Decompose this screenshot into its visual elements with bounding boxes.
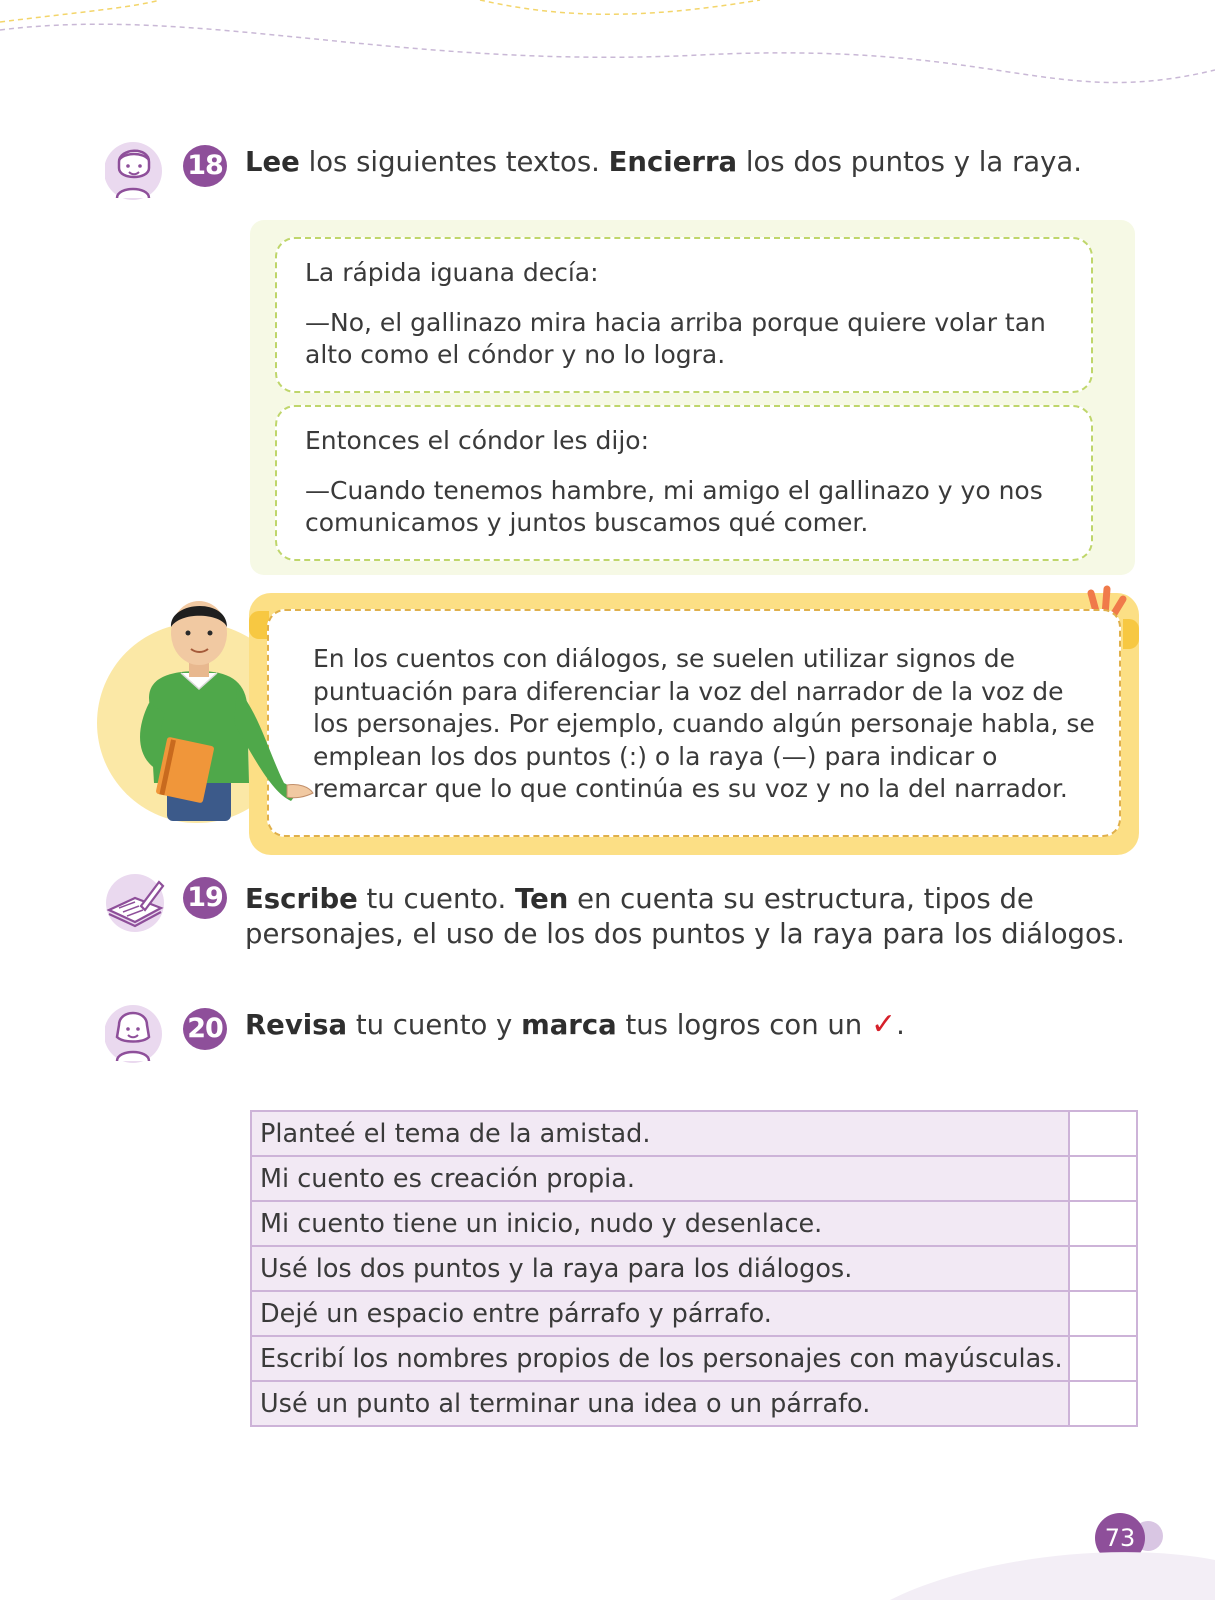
- checklist-checkbox[interactable]: [1069, 1381, 1137, 1426]
- checklist-checkbox[interactable]: [1069, 1291, 1137, 1336]
- text-box-2: [275, 405, 1093, 561]
- instruction-text: los siguientes textos.: [299, 146, 609, 178]
- reading-student-icon: [105, 140, 165, 202]
- instruction-verb: Encierra: [608, 146, 738, 178]
- info-note-panel: [249, 593, 1139, 855]
- checklist-item-label: Usé los dos puntos y la raya para los diálogos.: [251, 1246, 1069, 1291]
- activity-number-badge: 20: [183, 1008, 227, 1050]
- checklist-item-label: Mi cuento tiene un inicio, nudo y desenlace.: [251, 1201, 1069, 1246]
- instruction-verb: Ten: [514, 883, 569, 915]
- reviewing-student-icon: [105, 1003, 165, 1065]
- checklist-item-label: Mi cuento es creación propia.: [251, 1156, 1069, 1201]
- instruction-text: los dos puntos y la raya.: [737, 146, 1082, 178]
- table-row: [251, 1156, 1137, 1201]
- info-note-text: En los cuentos con diálogos, se suelen utilizar signos de puntuación para diferenciar la voz del narrador de la voz de los personajes. Por ejemplo, cuando algún personaje habla, se emplean los dos puntos (:) o la raya (—) para indicar o remarcar que lo que continúa es su voz y no la del narrador.: [267, 609, 1121, 837]
- table-row: [251, 1246, 1137, 1291]
- checklist-item-label: Usé un punto al terminar una idea o un párrafo.: [251, 1381, 1069, 1426]
- table-row: [251, 1336, 1137, 1381]
- table-row: [251, 1201, 1137, 1246]
- activity-number-badge: 18: [183, 145, 227, 187]
- checklist-item-label: Planteé el tema de la amistad.: [251, 1111, 1069, 1156]
- table-row: [251, 1111, 1137, 1156]
- top-wave-decoration: [0, 0, 1215, 110]
- table-row: [251, 1291, 1137, 1336]
- activity-instruction: [245, 1007, 1125, 1043]
- text-dialogue: —Cuando tenemos hambre, mi amigo el gallinazo y yo nos comunicamos y juntos buscamos qué comer.: [305, 476, 1043, 537]
- checklist-checkbox[interactable]: [1069, 1156, 1137, 1201]
- reading-texts-panel: [250, 220, 1135, 575]
- table-row: [251, 1381, 1137, 1426]
- text-intro: Entonces el cóndor les dijo:: [305, 426, 650, 455]
- info-note-section: [97, 593, 1142, 858]
- instruction-text: tu cuento y: [347, 1009, 522, 1041]
- instruction-verb: marca: [521, 1009, 617, 1041]
- instruction-text: tus logros con un: [616, 1009, 871, 1041]
- activity-18: [105, 140, 1145, 210]
- instruction-text: tu cuento.: [357, 883, 515, 915]
- checklist-checkbox[interactable]: [1069, 1246, 1137, 1291]
- activity-instruction: [245, 882, 1125, 952]
- writing-notebook-icon: [105, 872, 165, 934]
- checklist-item-label: Dejé un espacio entre párrafo y párrafo.: [251, 1291, 1069, 1336]
- checklist-item-label: Escribí los nombres propios de los personajes con mayúsculas.: [251, 1336, 1069, 1381]
- checklist-checkbox[interactable]: [1069, 1336, 1137, 1381]
- checklist-checkbox[interactable]: [1069, 1111, 1137, 1156]
- instruction-verb: Escribe: [245, 883, 358, 915]
- instruction-period: .: [896, 1009, 905, 1041]
- achievements-checklist: [250, 1110, 1138, 1427]
- text-box-1: [275, 237, 1093, 393]
- checklist-checkbox[interactable]: [1069, 1201, 1137, 1246]
- activity-19: [105, 872, 1145, 952]
- teacher-boy-illustration: [109, 593, 319, 828]
- instruction-text: en cuenta su estructura, tipos de personajes, el uso de los dos puntos y la raya para los diálogos.: [245, 883, 1125, 950]
- text-intro: La rápida iguana decía:: [305, 258, 599, 287]
- bottom-wave-decoration: [850, 1540, 1215, 1600]
- checkmark-icon: ✓: [870, 1007, 897, 1042]
- activity-number-badge: 19: [183, 877, 227, 919]
- text-dialogue: —No, el gallinazo mira hacia arriba porque quiere volar tan alto como el cóndor y no lo logra.: [305, 308, 1046, 369]
- instruction-verb: Lee: [245, 146, 300, 178]
- instruction-verb: Revisa: [245, 1009, 348, 1041]
- activity-instruction: [245, 144, 1125, 180]
- activity-20: [105, 1003, 1145, 1073]
- page-number: 73: [1095, 1513, 1145, 1563]
